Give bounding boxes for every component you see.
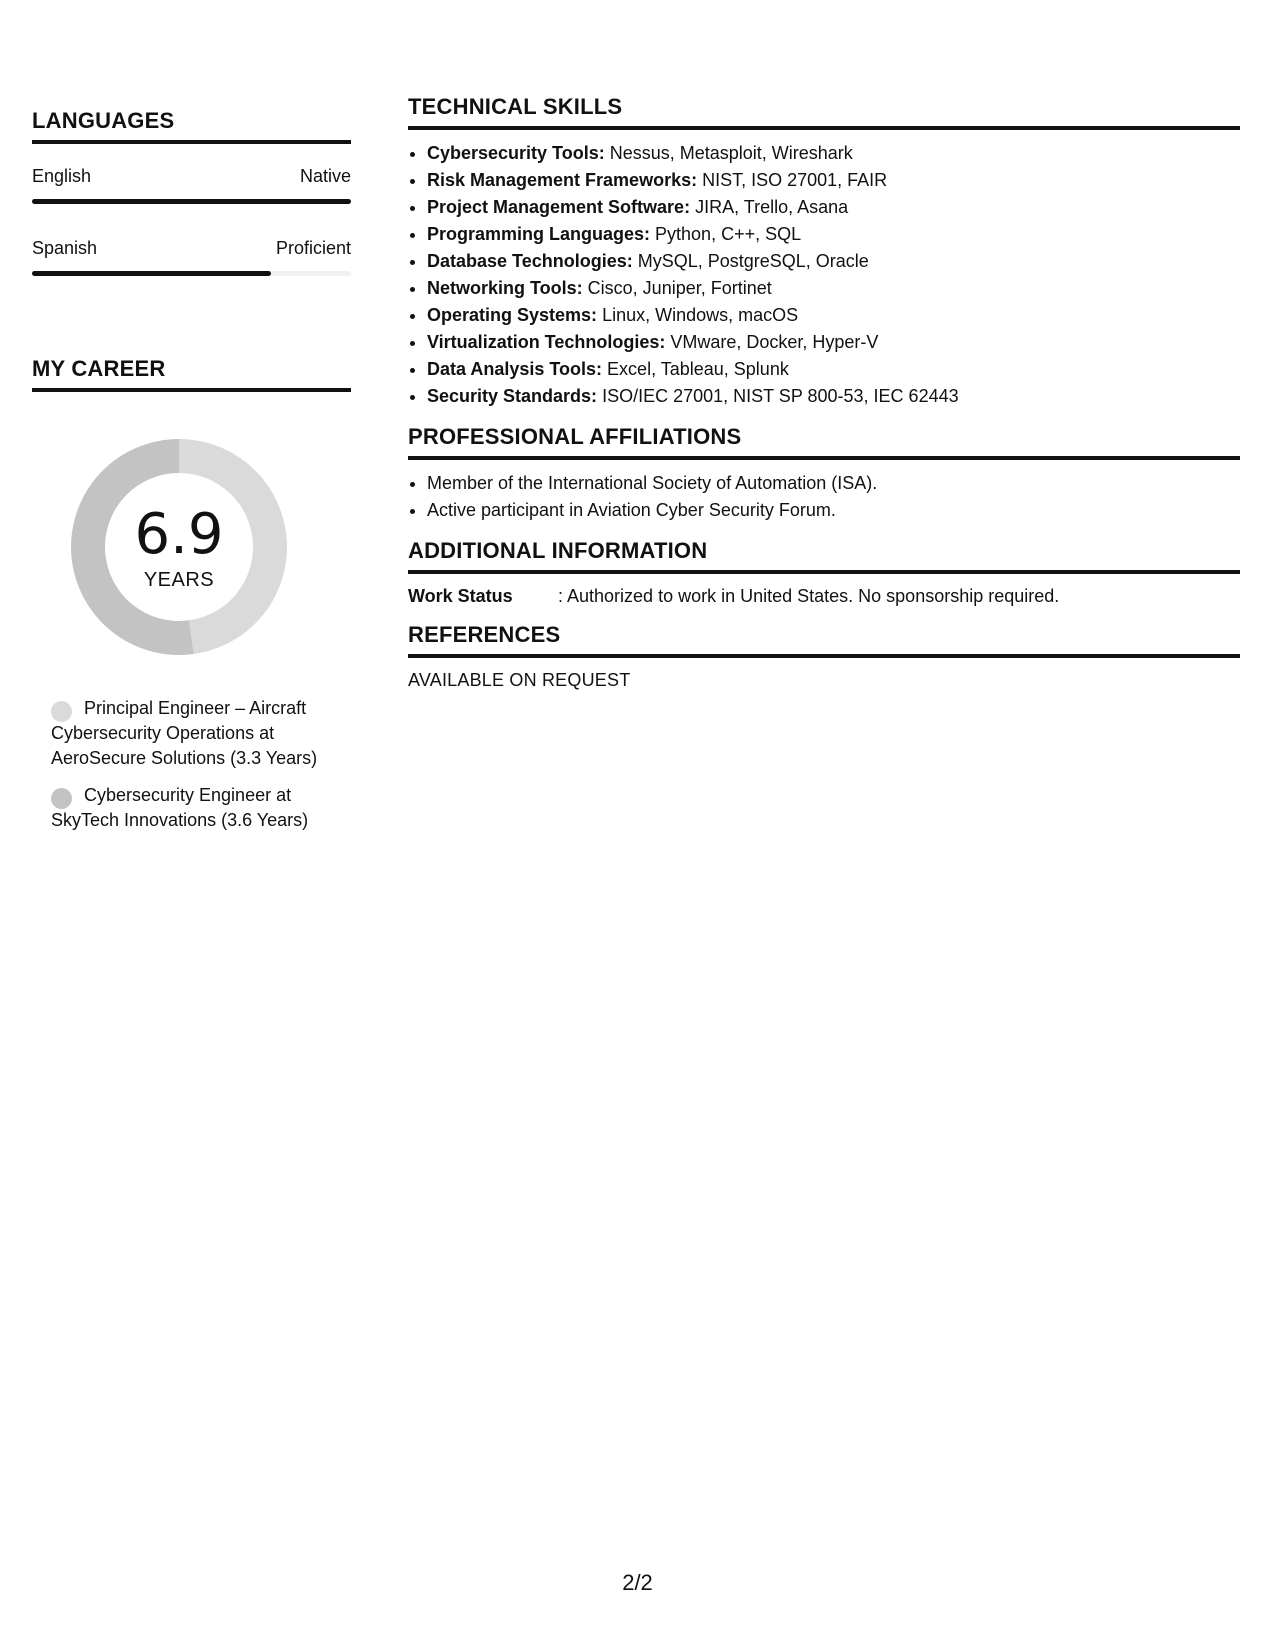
skill-label: Project Management Software: <box>427 197 691 217</box>
skill-label: Virtualization Technologies: <box>427 332 666 352</box>
skill-label: Programming Languages: <box>427 224 651 244</box>
skill-value: MySQL, PostgreSQL, Oracle <box>632 251 869 271</box>
skill-item <box>427 221 1240 248</box>
languages-title: LANGUAGES <box>32 108 351 144</box>
skill-value: Python, C++, SQL <box>650 224 802 244</box>
affiliations-section <box>408 424 1240 524</box>
language-item-spanish <box>32 238 351 276</box>
references-text: AVAILABLE ON REQUEST <box>408 670 631 690</box>
skill-item <box>427 248 1240 275</box>
language-level-fill <box>32 199 351 204</box>
skill-item <box>427 140 1240 167</box>
technical-skills-title: TECHNICAL SKILLS <box>408 94 1240 130</box>
skill-label: Risk Management Frameworks: <box>427 170 698 190</box>
language-row <box>32 238 351 259</box>
career-item-text: Cybersecurity Engineer at SkyTech Innovations (3.6 Years) <box>51 785 309 830</box>
skill-value: NIST, ISO 27001, FAIR <box>697 170 888 190</box>
skill-label: Data Analysis Tools: <box>427 359 603 379</box>
skill-item <box>427 275 1240 302</box>
language-level-bar <box>32 199 351 204</box>
language-level: Native <box>299 166 351 186</box>
language-level-fill <box>32 271 271 276</box>
skill-label: Operating Systems: <box>427 305 598 325</box>
skill-item <box>427 194 1240 221</box>
work-status-value: : Authorized to work in United States. No sponsorship required. <box>558 586 1060 606</box>
affiliations-title: PROFESSIONAL AFFILIATIONS <box>408 424 1240 460</box>
language-item-english <box>32 166 351 204</box>
skill-item <box>427 329 1240 356</box>
additional-info-section <box>408 538 1240 608</box>
skill-value: VMware, Docker, Hyper-V <box>665 332 879 352</box>
work-status-row <box>408 584 1240 608</box>
skill-value: Linux, Windows, macOS <box>597 305 799 325</box>
career-item <box>51 696 341 771</box>
skill-item <box>427 356 1240 383</box>
affiliation-item: • Active participant in Aviation Cyber Security Forum. <box>427 497 1240 524</box>
right-column <box>408 94 1240 691</box>
career-item <box>51 783 341 833</box>
skill-item <box>427 167 1240 194</box>
language-level-bar <box>32 271 351 276</box>
language-name: Spanish <box>32 238 98 258</box>
language-name: English <box>32 166 92 186</box>
references-title: REFERENCES <box>408 622 1240 658</box>
skill-label: Networking Tools: <box>427 278 583 298</box>
page-number: 2/2 <box>622 1570 653 1595</box>
total-years-value: 6.9 <box>134 501 224 567</box>
career-donut-chart <box>66 434 292 660</box>
career-section <box>32 356 351 833</box>
skill-value: JIRA, Trello, Asana <box>690 197 849 217</box>
left-column <box>32 108 351 845</box>
language-row <box>32 166 351 187</box>
donut-center <box>66 434 292 660</box>
skill-label: Security Standards: <box>427 386 598 406</box>
legend-dot-icon <box>51 701 72 722</box>
total-years-unit: YEARS <box>143 568 215 591</box>
skills-list <box>427 140 1240 410</box>
skill-value: Nessus, Metasploit, Wireshark <box>604 143 853 163</box>
skill-label: Cybersecurity Tools: <box>427 143 605 163</box>
career-title: MY CAREER <box>32 356 351 392</box>
affiliation-item: • Member of the International Society of Automation (ISA). <box>427 470 1240 497</box>
career-item-text: Principal Engineer – Aircraft Cybersecurity Operations at AeroSecure Solutions (3.3 Years) <box>51 698 318 768</box>
language-level: Proficient <box>275 238 351 258</box>
languages-section <box>32 108 351 276</box>
technical-skills-section <box>408 94 1240 410</box>
legend-dot-icon <box>51 788 72 809</box>
skill-label: Database Technologies: <box>427 251 633 271</box>
skill-value: ISO/IEC 27001, NIST SP 800-53, IEC 62443 <box>597 386 959 406</box>
skill-value: Cisco, Juniper, Fortinet <box>582 278 772 298</box>
skill-item <box>427 383 1240 410</box>
additional-info-title: ADDITIONAL INFORMATION <box>408 538 1240 574</box>
references-section <box>408 622 1240 691</box>
career-list <box>51 696 341 833</box>
skill-value: Excel, Tableau, Splunk <box>602 359 789 379</box>
skill-item <box>427 302 1240 329</box>
affiliations-list <box>427 470 1240 524</box>
work-status-label: Work Status <box>408 586 513 606</box>
